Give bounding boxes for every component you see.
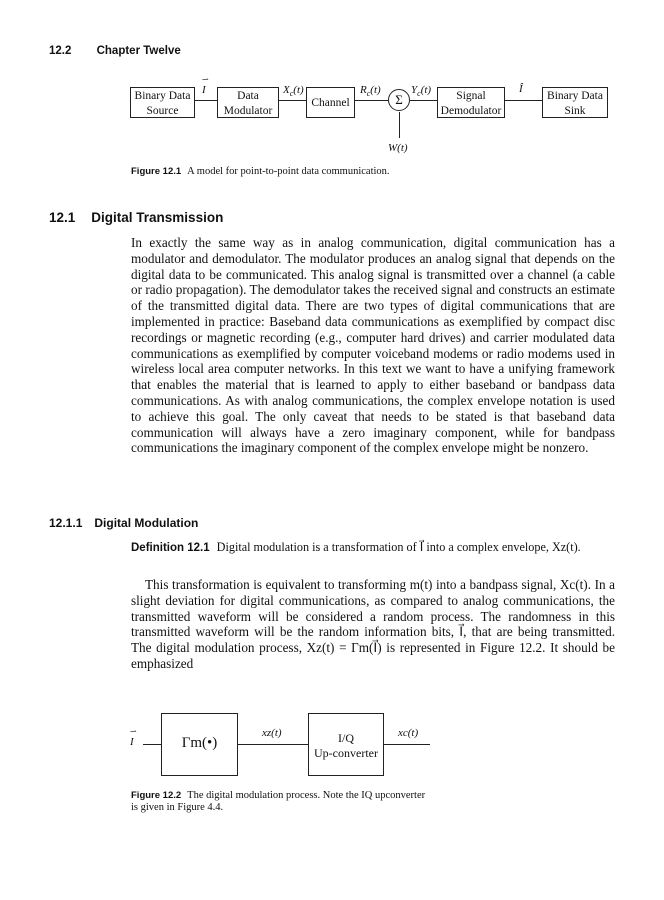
summing-junction bbox=[388, 89, 410, 111]
wire-mid bbox=[238, 744, 308, 745]
page-number: 12.2 bbox=[49, 45, 72, 57]
figure-12-1-caption bbox=[131, 166, 390, 177]
wire-modulator-channel bbox=[279, 100, 306, 101]
block-label: Γm(•) bbox=[181, 735, 218, 751]
figure-12-1 bbox=[0, 0, 664, 200]
data-modulator-block bbox=[217, 87, 279, 118]
caption-label: Figure 12.2 bbox=[131, 790, 182, 801]
wire-source-modulator bbox=[195, 100, 217, 101]
block-label: Channel bbox=[311, 97, 350, 109]
section-heading bbox=[49, 210, 223, 225]
channel-block bbox=[306, 87, 355, 118]
block-label: Sink bbox=[564, 105, 586, 117]
output-signal-label: xc(t) bbox=[398, 727, 419, 739]
definition-12-1 bbox=[131, 540, 615, 557]
input-bits-label: ⇀ I bbox=[202, 75, 209, 96]
noise-label: W(t) bbox=[388, 142, 408, 154]
definition-label: Definition 12.1 bbox=[131, 542, 210, 554]
figure-12-2-caption bbox=[131, 790, 431, 814]
signal-demodulator-block bbox=[437, 87, 505, 118]
subsection-number: 12.1.1 bbox=[49, 516, 83, 530]
wire-sum-demodulator bbox=[410, 100, 437, 101]
section-number: 12.1 bbox=[49, 210, 76, 225]
input-bits-label: ⇀ I bbox=[130, 727, 137, 748]
binary-data-sink-block bbox=[542, 87, 608, 118]
sum-symbol: Σ bbox=[395, 92, 403, 107]
block-label: Binary Data bbox=[547, 90, 603, 102]
subsection-title: Digital Modulation bbox=[94, 516, 199, 530]
paragraph-modulation: This transformation is equivalent to transforming m(t) into a bandpass signal, Xc(t). In a slight deviation for digital communications, as compared to analog communications, the transmitted waveform will be considered a random process. The randomness in this transmitted waveform will be the random information bits, I⃗, that are being transmitted. The digital modulation process, Xz(t) = Γm(I⃗) is represented in Figure 12.2. It should be emphasized bbox=[131, 577, 615, 671]
modulated-signal-label: $X_c(t)$ bbox=[283, 84, 304, 99]
wire-channel-sum bbox=[355, 100, 388, 101]
received-signal-label: $R_c(t)$ bbox=[360, 84, 381, 99]
caption-text: The digital modulation process. Note the IQ upconverter is given in Figure 4.4. bbox=[131, 790, 426, 813]
caption-text: A model for point-to-point data communication. bbox=[187, 166, 390, 177]
block-label: I/Q bbox=[338, 731, 354, 745]
chapter-title: Chapter Twelve bbox=[96, 45, 181, 57]
block-label: Source bbox=[146, 105, 179, 117]
iq-upconverter-block bbox=[308, 713, 384, 776]
binary-data-source-block bbox=[130, 87, 195, 118]
estimate-label: Î bbox=[519, 83, 523, 95]
noisy-signal-label: $Y_c(t)$ bbox=[411, 84, 432, 99]
wire-output bbox=[384, 744, 430, 745]
paragraph-digital-transmission: In exactly the same way as in analog communication, digital communication has a modulator and demodulator. The modulator produces an analog signal that depends on the digital data to be communicated. This analog signal is transmitted over a channel (a cable or radio propagation). The demodulator takes the received signal and constructs an estimate of the transmitted digital data. There are two types of digital communications that are implemented in practice: Baseband data communications as exemplified by compact disc recordings or magnetic recording (e.g., computer hard drives) and carrier modulated data communications as exemplified by computer voiceband modems or radio modems used in wireless local area computer networks. In this text we want to have a unifying framework that enables the material that is learned to apply to either baseband or bandpass data communications. As with analog communications, the complex envelope notation is used to achieve this goal. The only caveat that needs to be stated is that baseband data communication will always have a zero imaginary component, while for bandpass communications the imaginary component of the complex envelope might be nonzero. bbox=[131, 235, 615, 456]
block-label: Data bbox=[237, 90, 259, 102]
gamma-m-block bbox=[161, 713, 238, 776]
block-label: Signal bbox=[456, 90, 486, 102]
definition-text: Digital modulation is a transformation of I⃗ into a complex envelope, Xz(t). bbox=[216, 540, 581, 554]
block-label: Modulator bbox=[223, 105, 273, 117]
wire-noise bbox=[399, 112, 400, 138]
subsection-heading bbox=[49, 516, 198, 530]
wire-demodulator-sink bbox=[505, 100, 542, 101]
block-label: Demodulator bbox=[440, 105, 502, 117]
caption-label: Figure 12.1 bbox=[131, 166, 182, 177]
mid-signal-label: xz(t) bbox=[262, 727, 282, 739]
wire-input bbox=[143, 744, 161, 745]
section-title: Digital Transmission bbox=[91, 210, 224, 225]
block-label: Up-converter bbox=[314, 746, 378, 760]
block-label: Binary Data bbox=[134, 90, 191, 102]
